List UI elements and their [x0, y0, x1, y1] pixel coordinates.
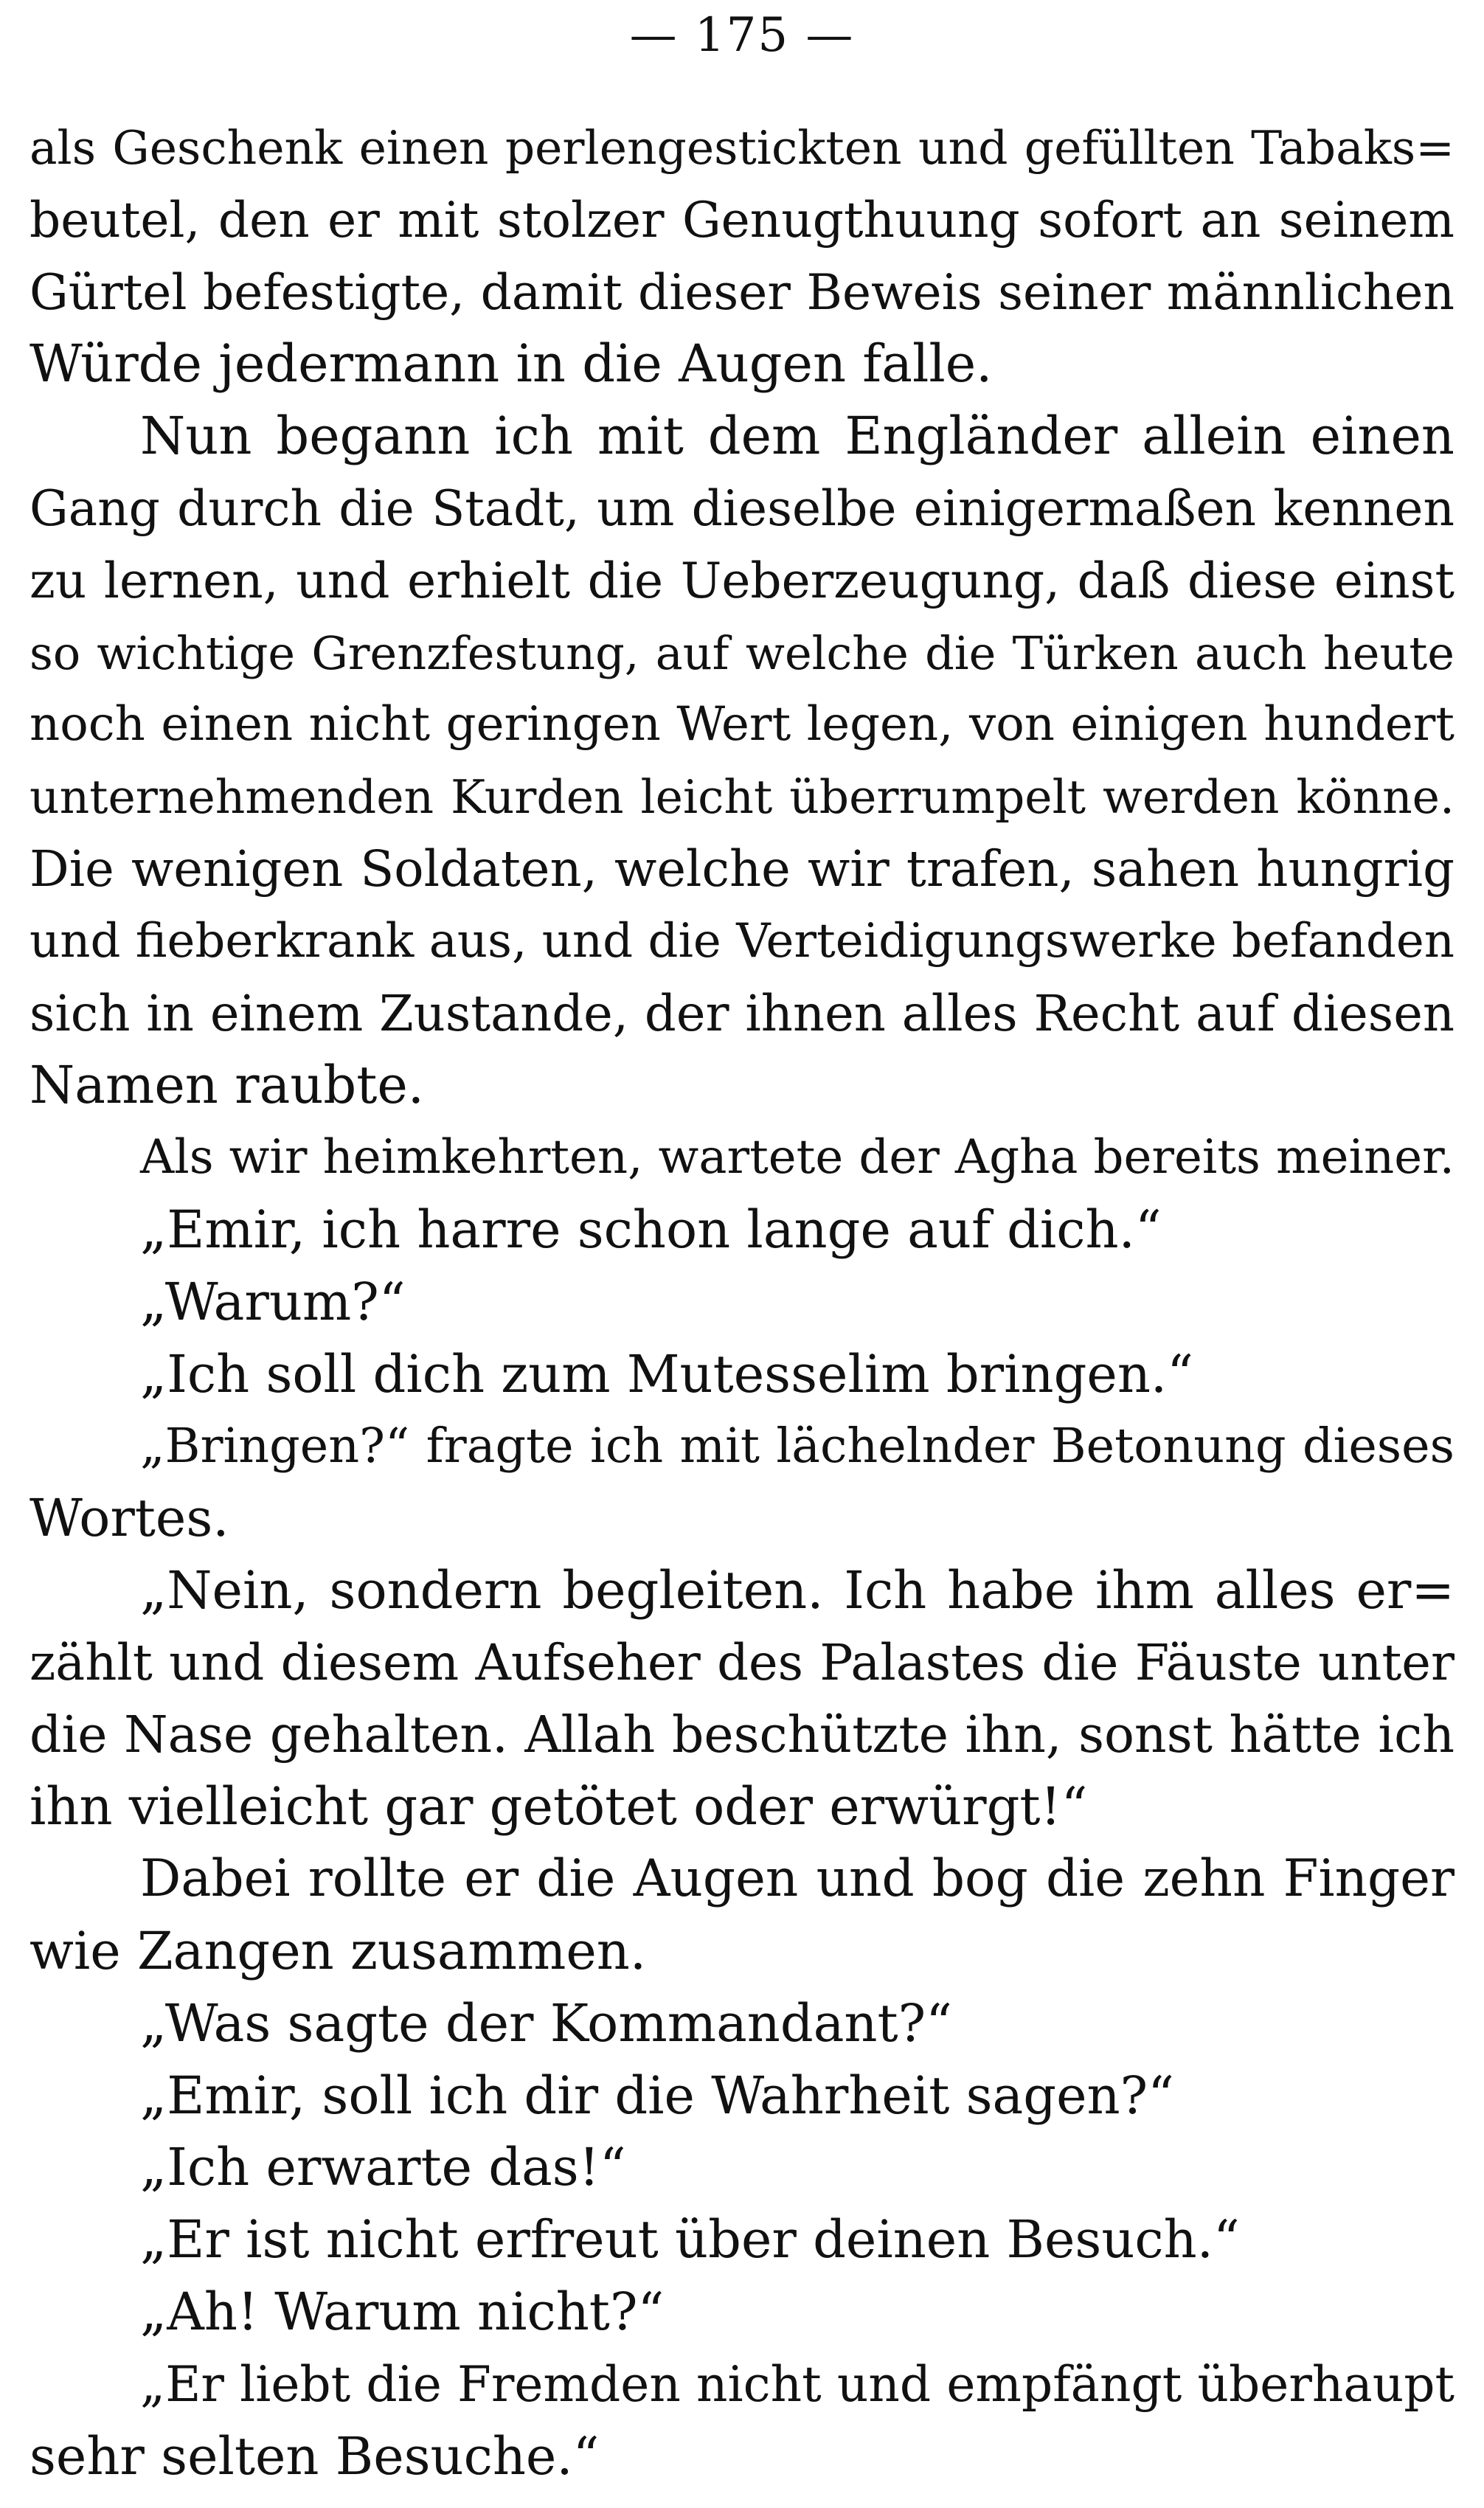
text-line: Nun begann ich mit dem Engländer allein einen: [140, 406, 1454, 467]
text-line: „Er liebt die Fremden nicht und empfängt überhaupt: [140, 2355, 1454, 2413]
text-line: Als wir heimkehrten, wartete der Agha bereits meiner.: [140, 1130, 1454, 1185]
text-line: und fieberkrank aus, und die Verteidigungswerke befanden: [30, 913, 1454, 969]
text-line: Die wenigen Soldaten, welche wir trafen, sahen hungrig: [30, 839, 1454, 898]
text-line: „Bringen?“ fragte ich mit lächelnder Betonung dieses: [140, 1418, 1454, 1475]
text-line: „Ah! Warum nicht?“: [140, 2281, 665, 2342]
text-line: Gang durch die Stadt, um dieselbe einigermaßen kennen: [30, 479, 1454, 537]
text-line: so wichtige Grenzfestung, auf welche die Türken auch heute: [30, 626, 1454, 680]
text-line: zählt und diesem Aufseher des Palastes die Fäuste unter: [30, 1633, 1454, 1691]
text-line: Würde jedermann in die Augen falle.: [30, 333, 993, 395]
text-line: „Emir, ich harre schon lange auf dich.“: [140, 1199, 1162, 1260]
text-line: Gürtel befestigte, damit dieser Beweis seiner männlichen: [30, 263, 1454, 321]
page-number: — 175 —: [629, 8, 855, 63]
text-line: Namen raubte.: [30, 1055, 425, 1116]
text-line: „Nein, sondern begleiten. Ich habe ihm alles er=: [140, 1559, 1454, 1621]
text-line: zu lernen, und erhielt die Ueberzeugung, daß diese einst: [30, 552, 1454, 609]
text-line: noch einen nicht geringen Wert legen, von einigen hundert: [30, 697, 1454, 752]
text-line: „Warum?“: [140, 1271, 406, 1332]
body-text: [30, 112, 1454, 2493]
text-line: wie Zangen zusammen.: [30, 1920, 647, 1981]
book-page: [30, 0, 1454, 2508]
text-line: sehr selten Besuche.“: [30, 2425, 600, 2487]
text-line: beutel, den er mit stolzer Genugthuung sofort an seinem: [30, 191, 1454, 249]
text-line: ihn vielleicht gar getötet oder erwürgt!“: [30, 1776, 1088, 1837]
text-line: unternehmenden Kurden leicht überrumpelt werden könne.: [30, 770, 1454, 825]
text-line: „Ich soll dich zum Mutesselim bringen.“: [140, 1343, 1193, 1404]
text-line: Wortes.: [30, 1488, 229, 1549]
text-line: „Ich erwarte das!“: [140, 2137, 626, 2198]
text-line: die Nase gehalten. Allah beschützte ihn, sonst hätte ich: [30, 1705, 1454, 1764]
text-line: „Was sagte der Kommandant?“: [140, 1992, 952, 2054]
text-line: als Geschenk einen perlengestickten und gefüllten Tabaks=: [30, 121, 1454, 175]
text-line: Dabei rollte er die Augen und bog die zehn Finger: [140, 1849, 1454, 1909]
text-line: sich in einem Zustande, der ihnen alles Recht auf diesen: [30, 984, 1454, 1042]
text-line: „Er ist nicht erfreut über deinen Besuch.“: [140, 2209, 1240, 2270]
text-line: „Emir, soll ich dir die Wahrheit sagen?“: [140, 2065, 1174, 2126]
